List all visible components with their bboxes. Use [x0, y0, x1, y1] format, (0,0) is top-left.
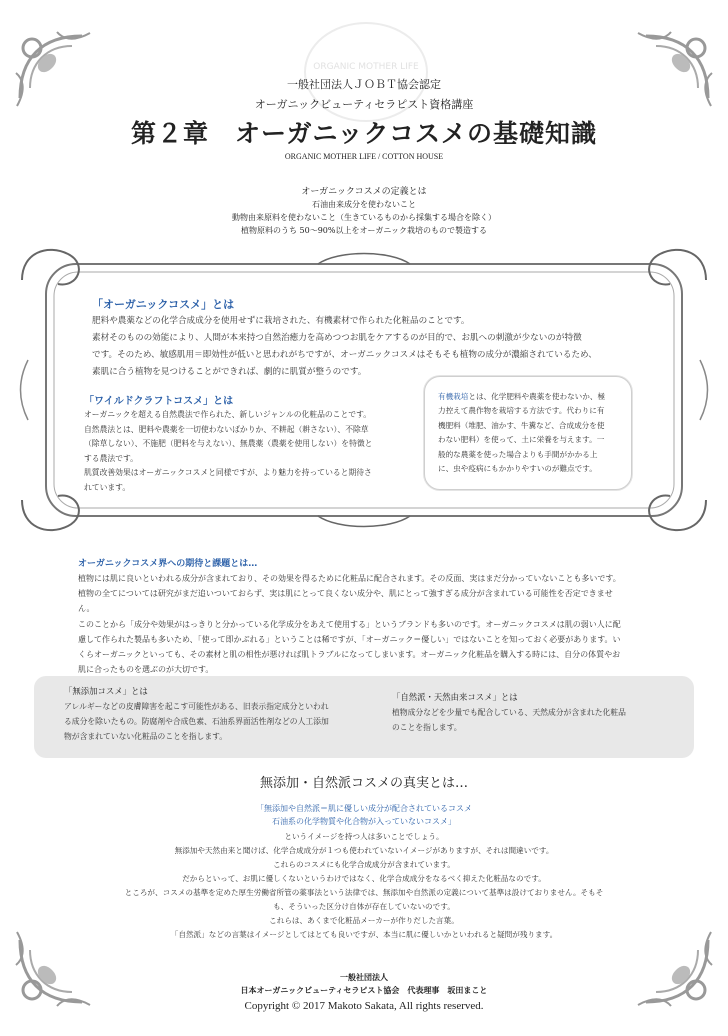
header-line2: オーガニックビューティセラピスト資格講座 — [254, 98, 474, 111]
truth-body — [0, 830, 728, 942]
wild-line: する農法です。 — [84, 453, 138, 463]
organic-line: 素肌に合う植物を見つけることができれば、劇的に肌質が整うのです。 — [92, 367, 367, 377]
natural-line: 植物成分などを少量でも配合している、天然成分が含まれた化粧品 — [392, 708, 626, 717]
expectations-line: くらオーガニックといっても、その素材と肌の相性が悪ければ肌トラブルになってしまいます。オーガニック化粧品を購入する時には、自分の体質やお — [78, 650, 621, 660]
organic-line: 肥料や農薬などの化学合成成分を使用せずに栽培された、有機素材で作られた化粧品のことです。 — [92, 316, 470, 326]
organic-line: です。そのため、敏感肌用＝即効性が低いと思われがちですが、オーガニックコスメはそもそも植物の成分が濃縮されているため、 — [92, 350, 597, 360]
footer-copyright: Copyright © 2017 Makoto Sakata, All rights reserved. — [244, 1000, 484, 1012]
definition-item: 石油由来成分を使わないこと — [312, 200, 416, 209]
additive-free-heading: 「無添加コスメ」とは — [64, 686, 148, 696]
organic-farming-line: 般的な農薬を使った場合よりも手間がかかる上 — [438, 449, 598, 459]
watermark-text: ORGANIC MOTHER LIFE — [313, 62, 419, 72]
wild-heading: 「ワイルドクラフトコスメ」とは — [84, 396, 234, 407]
organic-farming-line: 力控えて農作物を栽培する方法です。代わりに有 — [438, 406, 605, 416]
wild-line: オーガニックを超える自然農法で作られた、新しいジャンルの化粧品のことです。 — [84, 410, 372, 419]
wild-line: （除草しない）、不施肥（肥料を与えない）、無農薬（農薬を使用しない）を特徴と — [84, 439, 373, 449]
truth-line: これらのコスメにも化学合成成分が含まれています。 — [273, 860, 455, 869]
additive-free-block — [64, 684, 364, 744]
footer-association: 日本オーガニックビューティセラピスト協会 代表理事 坂田まこと — [240, 985, 488, 995]
expectations-line: 慮して作られた製品も多いため、「使って即かぶれる」ということは稀ですが、「オーガニック＝優しい」ではないことを知っておく必要があります。い — [78, 634, 621, 644]
organic-farming-line: とは、化学肥料や農薬を使わないか、極 — [468, 392, 606, 401]
truth-quote-line: 石油系の化学物質や化合物が入っていないコスメ」 — [272, 817, 456, 826]
truth-line: ところが、コスメの基準を定めた厚生労働省所管の薬事法という法律では、無添加や自然派の定義について基準は設けておりません。そもそ — [124, 888, 604, 897]
organic-body — [92, 313, 652, 381]
wild-line: 自然農法とは、肥料や農薬を一切使わないばかりか、不耕起（耕さない）、不除草 — [84, 424, 369, 434]
organic-farming-line: に、虫や疫病にもかかりやすいのが難点です。 — [438, 464, 597, 474]
organic-farming-text — [438, 390, 624, 476]
expectations-line: 肌に合ったものを選ぶのが大切です。 — [78, 665, 214, 675]
wild-line: れています。 — [84, 482, 131, 492]
expectations-line: ん。 — [78, 604, 95, 614]
truth-line: これらは、あくまで化粧品メーカーが作りだした言葉。 — [269, 916, 459, 925]
truth-quote — [0, 802, 728, 828]
wild-line: 肌質改善効果はオーガニックコスメと同様ですが、より魅力を持っていると期待さ — [84, 468, 372, 478]
organic-farming-term: 有機栽培 — [438, 392, 469, 401]
definition-item: 植物原料のうち 50〜90%以上をオーガニック栽培のもので製造する — [240, 226, 488, 235]
natural-heading: 「自然派・天然由来コスメ」とは — [392, 692, 518, 702]
organic-farming-line: 機肥料（堆肥、油かす、牛糞など、合成成分を使 — [438, 420, 605, 430]
expectations-body — [78, 571, 698, 677]
page-title: 第２章 オーガニックコスメの基礎知識 — [130, 119, 597, 148]
expectations-heading: オーガニックコスメ界への期待と課題とは… — [78, 559, 258, 569]
truth-title: 無添加・自然派コスメの真実とは… — [259, 776, 468, 791]
truth-line: 「自然派」などの言葉はイメージとしてはとても良いですが、本当に肌に優しいかといわれると疑問が残ります。 — [170, 930, 558, 939]
expectations-line: 植物には肌に良いといわれる成分が含まれており、その効果を得るために化粧品に配合されます。その反面、実はまだ分かっていないことも多いです。 — [78, 574, 621, 583]
page-subtitle: ORGANIC MOTHER LIFE / COTTON HOUSE — [284, 152, 444, 161]
natural-block — [392, 690, 682, 735]
footer-org: 一般社団法人 — [340, 972, 388, 982]
definition-title: オーガニックコスメの定義とは — [301, 187, 427, 197]
wild-body — [84, 408, 394, 496]
additive-free-line: アレルギーなどの皮膚障害を起こす可能性がある、旧表示指定成分といわれ — [64, 702, 329, 711]
organic-line: 素材そのものの効能により、人間が本来持つ自然治癒力を高めつつお肌をケアするのが目的で、お肌への刺激が少ないのが特徴 — [92, 333, 582, 343]
truth-line: も、そういった区分け自体が存在していないのです。 — [273, 902, 455, 911]
truth-line: 無添加や天然由来と聞けば、化学合成成分が１つも使われていないイメージがありますが、それは間違いです。 — [174, 846, 554, 855]
expectations-line: 植物の全てについては研究がまだ追いついておらず、実は肌にとって良くない成分や、肌にとって強すぎる成分が含まれている可能性を否定できませ — [78, 589, 613, 599]
corner-ornament-bottom-left — [12, 930, 92, 1010]
additive-free-line: る成分を除いたもの。防腐剤や合成色素、石油系界面活性剤などの人工添加 — [64, 717, 329, 726]
organic-heading: 「オーガニックコスメ」とは — [92, 298, 235, 311]
definition-item: 動物由来原料を使わないこと（生きているものから採集する場合を除く） — [232, 213, 496, 222]
expectations-line: このことから「成分や効果がはっきりと分かっている化学成分をあえて使用する」というブランドも多いのです。オーガニックコスメは肌の弱い人に配 — [78, 619, 621, 629]
truth-line: というイメージを持つ人は多いことでしょう。 — [284, 832, 444, 841]
header-line1: 一般社団法人ＪＯＢＴ協会認定 — [287, 78, 441, 91]
corner-ornament-bottom-right — [636, 930, 716, 1010]
truth-quote-line: 「無添加や自然派＝肌に優しい成分が配合されているコスメ — [256, 804, 472, 813]
natural-line: のことを指します。 — [392, 723, 462, 732]
organic-farming-line: わない肥料）を使って、土に栄養を与えます。一 — [438, 435, 605, 445]
additive-free-line: 物が含まれていない化粧品のことを指します。 — [64, 732, 228, 741]
truth-line: だからといって、お肌に優しくないというわけではなく、化学合成成分をなるべく抑えた化粧品なのです。 — [182, 874, 546, 883]
